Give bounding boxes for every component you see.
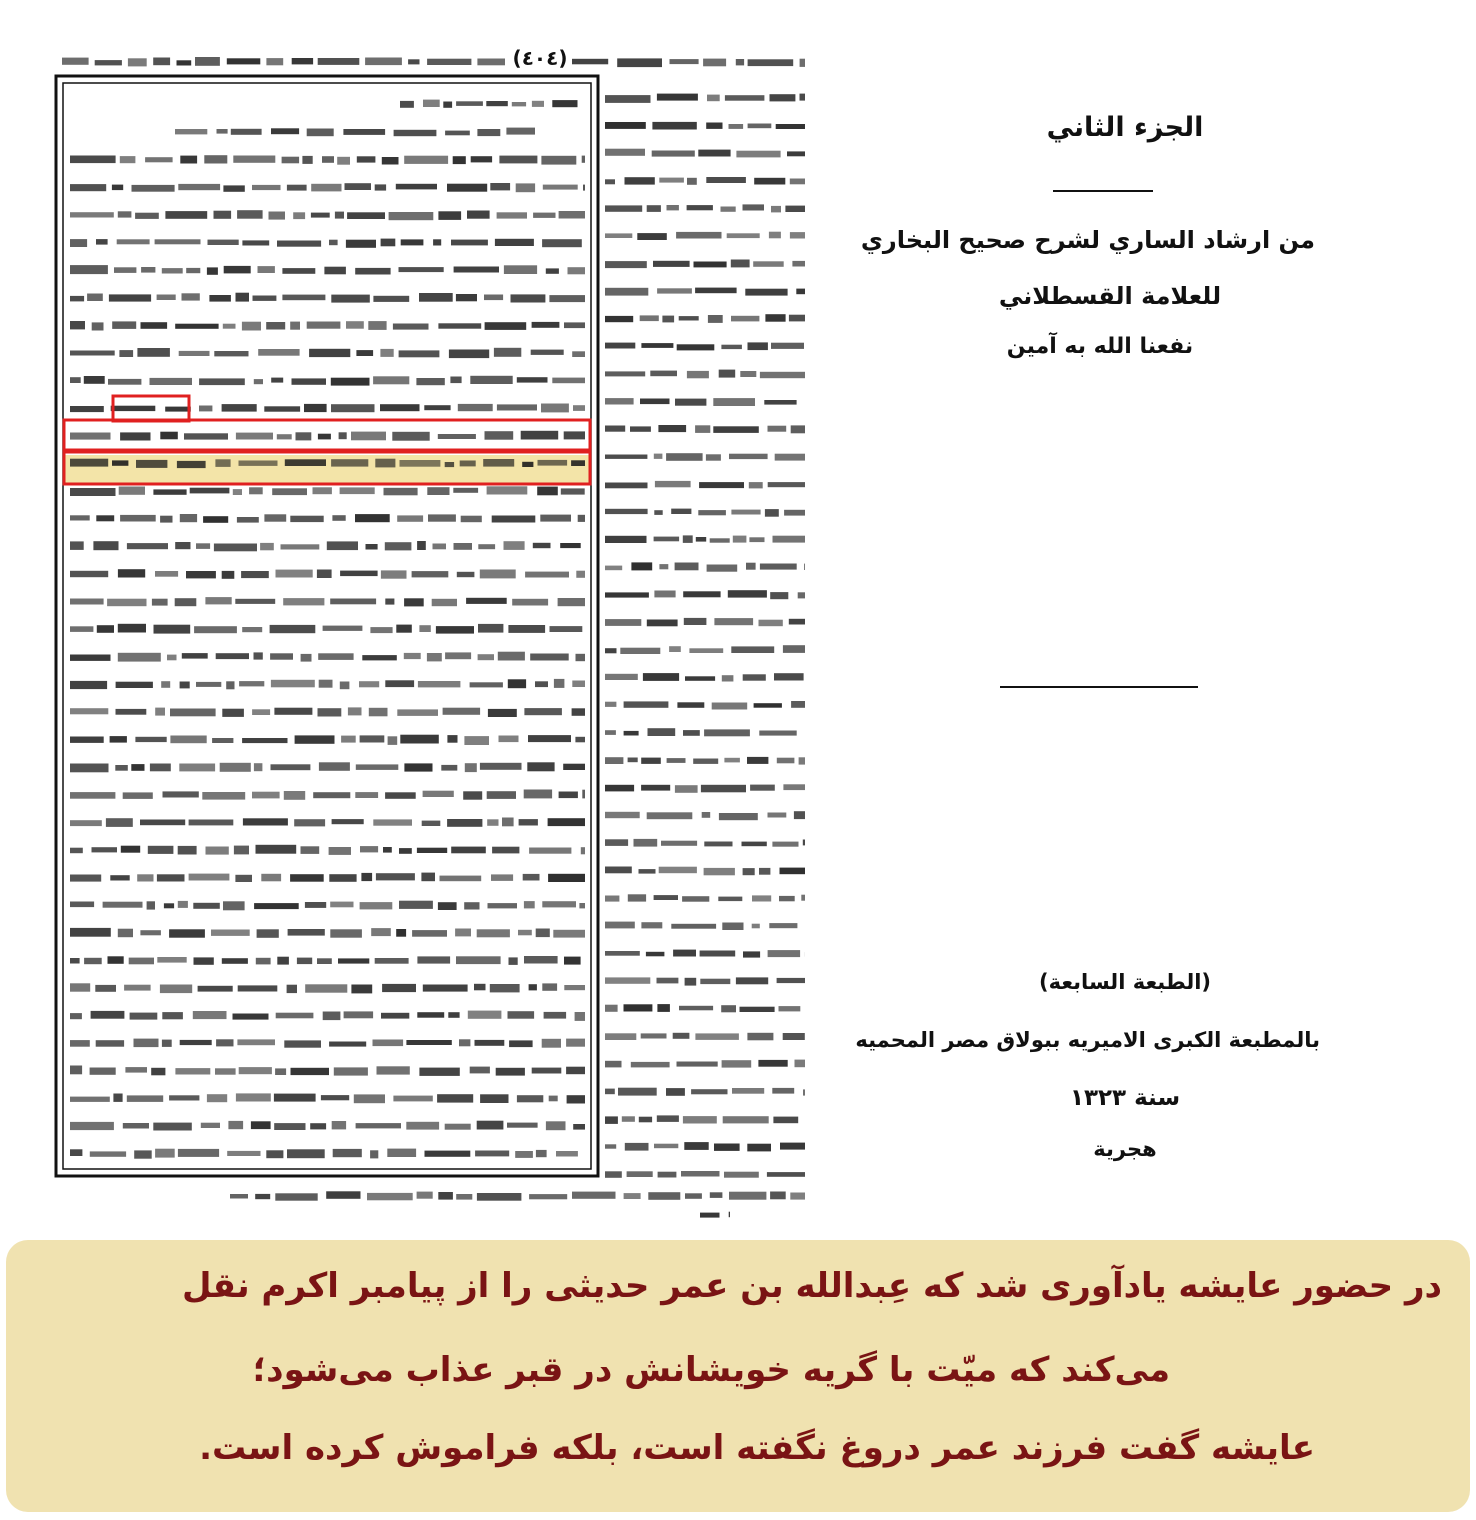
author-name: للعلامة القسطلاني (998, 282, 1222, 310)
publication-year: سنة ١٣٢٣ (1069, 1085, 1181, 1111)
commentary-text-line (70, 348, 585, 358)
caption-panel (6, 1240, 1470, 1512)
edition-label: (الطبعة السابعة) (1038, 970, 1212, 994)
page-number: (٤٠٤) (512, 46, 568, 70)
publisher-line: بالمطبعة الكبرى الاميريه ببولاق مصر المحميه (855, 1028, 1320, 1052)
caption-line-3: عایشه گفت فرزند عمر دروغ نگفته است، بلکه فراموش کرده است. (199, 1428, 1315, 1468)
caption-line-2: می‌کند که میّت با گریه خویشانش در قبر عذاب می‌شود؛ (252, 1350, 1170, 1390)
volume-title: الجزء الثاني (1046, 112, 1204, 143)
blessing-line: نفعنا الله به آمين (1006, 334, 1194, 359)
book-title: من ارشاد الساري لشرح صحيح البخاري (860, 226, 1315, 254)
calendar-label: هجرية (1093, 1137, 1157, 1161)
caption-line-1: در حضور عایشه یادآوری شد که عِبدالله بن عمر حدیثی را از پیامبر اکرم نقل (182, 1266, 1442, 1306)
